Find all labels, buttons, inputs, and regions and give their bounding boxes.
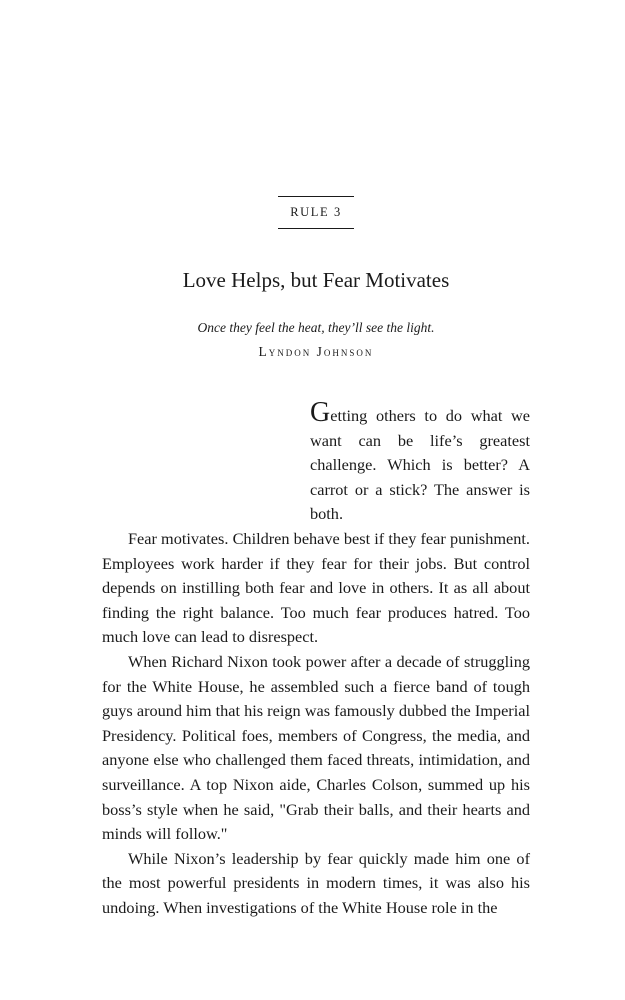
- rule-number-box: [278, 196, 354, 229]
- rule-label: RULE 3: [290, 205, 342, 219]
- epigraph-attribution: Lyndon Johnson: [258, 344, 374, 359]
- epigraph-quote: Once they feel the heat, they’ll see the light.: [197, 320, 435, 335]
- drop-initial: G: [310, 397, 331, 428]
- chapter-title: Love Helps, but Fear Motivates: [182, 268, 450, 292]
- body-text: [102, 397, 530, 920]
- paragraph-1: [102, 397, 530, 527]
- paragraph-3: When Richard Nixon took power after a decade of struggling for the White House, he assembled such a fierce band of tough guys around him that his reign was famously dubbed the Imperial Presidency. Political foes, members of Congress, the media, and anyone else who challenged them faced threats, intimidation, and surveillance. A top Nixon aide, Charles Colson, summed up his boss’s style when he said, "Grab their balls, and their hearts and minds will follow.": [102, 651, 530, 844]
- paragraph-1-text: etting others to do what we want can be life’s greatest challenge. Which is better? A carrot or a stick? The answer is both.: [310, 406, 530, 524]
- paragraph-4: While Nixon’s leadership by fear quickly made him one of the most powerful presidents in modern times, it was also his undoing. When investigations of the White House role in the: [102, 848, 530, 917]
- paragraph-2: Fear motivates. Children behave best if they fear punishment. Employees work harder if they fear for their jobs. But control depends on instilling both fear and love in others. It as all about finding the right balance. Too much fear produces hatred. Too much love can lead to disrespect.: [102, 528, 530, 647]
